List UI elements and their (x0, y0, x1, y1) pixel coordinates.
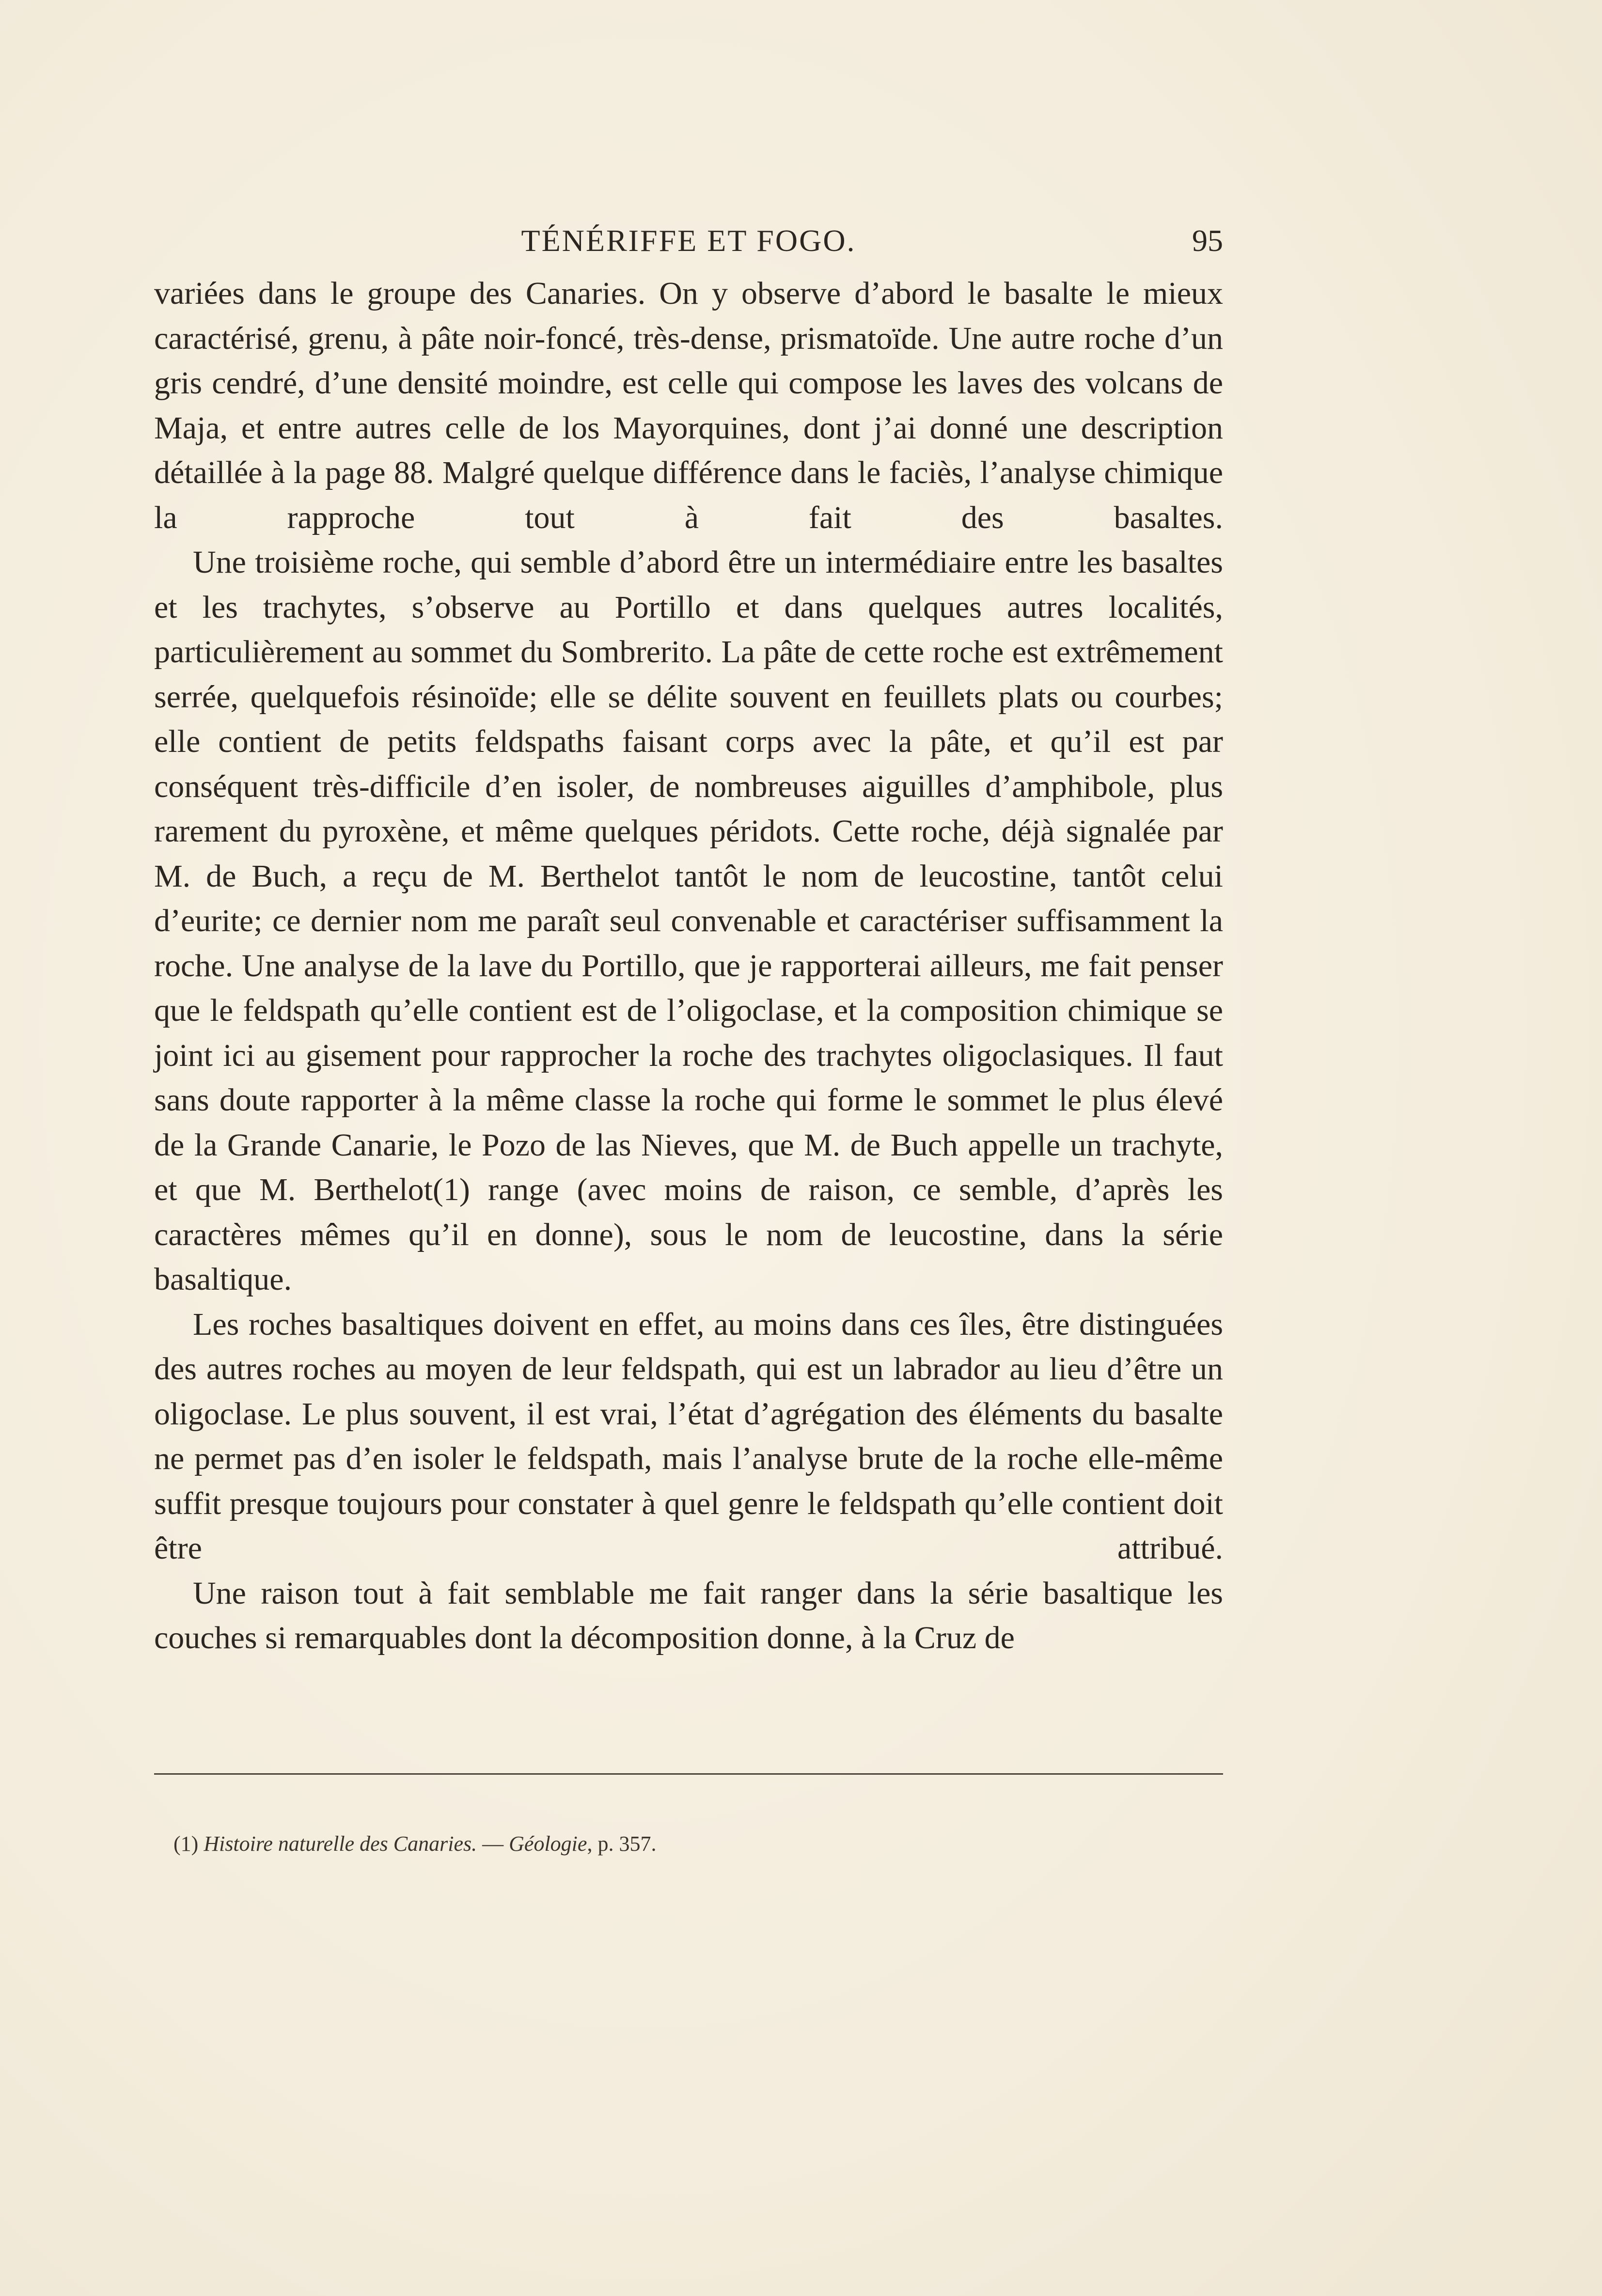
body-text (154, 271, 1223, 1661)
paragraph-4: Une raison tout à fait semblable me fait ranger dans la série basaltique les couches si remarquables dont la décomposition donne, à la Cruz de (154, 1575, 1223, 1656)
paragraph-2: Une troisième roche, qui semble d’abord être un intermédiaire entre les basaltes et les trachytes, s’observe au Portillo et dans quelques autres localités, particulièrement au sommet du Sombrerito. La pâte de cette roche est extrêmement serrée, quelquefois résinoïde; elle se délite souvent en feuillets plats ou courbes; elle contient de petits feldspaths faisant corps avec la pâte, et qu’il est par conséquent très-difficile d’en isoler, de nombreuses aiguilles d’amphibole, plus rarement du pyroxène, et même quelques péridots. Cette roche, déjà signalée par M. de Buch, a reçu de M. Berthelot tantôt le nom de leucostine, tantôt celui d’eurite; ce dernier nom me paraît seul convenable et caractériser suffisamment la roche. Une analyse de la lave du Portillo, que je rapporterai ailleurs, me fait penser que le feldspath qu’elle contient est de l’oligoclase, et la composition chimique se joint ici au gisement pour rapprocher la roche des trachytes oligoclasiques. Il faut sans doute rapporter à la même classe la roche qui forme le sommet le plus élevé de la Grande Canarie, le Pozo de las Nieves, que M. de Buch appelle un trachyte, et que M. Berthelot(1) range (avec moins de raison, ce semble, d’après les caractères mêmes qu’il en donne), sous le nom de leucostine, dans la série basaltique. (154, 545, 1223, 1297)
running-title: TÉNÉRIFFE ET FOGO. (521, 223, 856, 258)
footnote-dash: — (482, 1832, 504, 1856)
running-header (154, 213, 1223, 271)
page-number: 95 (1192, 223, 1223, 258)
footnote-marker: (1) (173, 1832, 199, 1856)
paragraph-1: variées dans le groupe des Canaries. On y observe d’abord le basalte le mieux caractérisé, grenu, à pâte noir-foncé, très-dense, prismatoïde. Une autre roche d’un gris cendré, d’une densité moindre, est celle qui compose les laves des volcans de Maja, et entre autres celle de los Mayorquines, dont j’ai donné une description détaillée à la page 88. Malgré quelque différence dans le faciès, l’analyse chimique la rapproche tout à fait des basaltes. (154, 276, 1223, 535)
footnote-rule (154, 1773, 1223, 1775)
paragraph-3: Les roches basaltiques doivent en effet, au moins dans ces îles, être distinguées des autres roches au moyen de leur feldspath, qui est un labrador au lieu d’être un oligoclase. Le plus souvent, il est vrai, l’état d’agrégation des éléments du basalte ne permet pas d’en isoler le feldspath, mais l’analyse brute de la roche elle-même suffit presque toujours pour constater à quel genre le feldspath qu’elle contient doit être attribué. (154, 1306, 1223, 1566)
footnote-page-ref: , p. 357. (587, 1832, 657, 1856)
footnote-title: Histoire naturelle des Canaries. (204, 1832, 477, 1856)
footnote-subtitle: Géologie (509, 1832, 587, 1856)
footnote (173, 1830, 656, 1858)
